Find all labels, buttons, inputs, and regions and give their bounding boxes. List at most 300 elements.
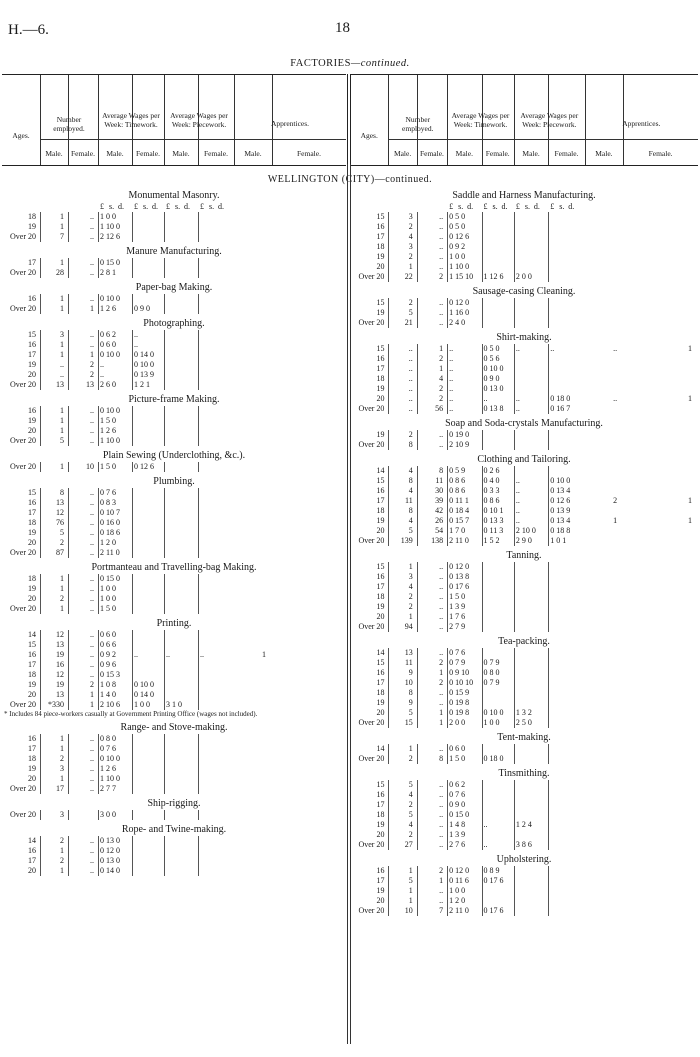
age-cell: Over 20 [10, 436, 36, 445]
wage-cell: 1 2 6 [100, 426, 116, 435]
count-cell: 8 [408, 440, 413, 449]
wage-cell: 0 5 9 [449, 466, 466, 475]
age-cell: Over 20 [358, 272, 385, 281]
row-grid-line [98, 212, 99, 242]
table-row [2, 660, 346, 670]
table-row [350, 466, 698, 476]
count-cell: .. [90, 630, 94, 639]
row-grid-line [482, 298, 483, 328]
row-grid-line [40, 212, 41, 242]
table-row [350, 840, 698, 850]
apprentice-cell: 1 [687, 344, 692, 353]
age-cell: 16 [376, 790, 385, 799]
industry-section [2, 614, 346, 718]
header-hline [388, 139, 698, 140]
industry-section [2, 278, 346, 314]
row-grid-line [514, 466, 515, 546]
count-cell: 2 [60, 538, 64, 547]
age-cell: 18 [28, 670, 36, 679]
count-cell: 2 [439, 678, 444, 687]
row-grid-line [98, 734, 99, 794]
table-row [2, 774, 346, 784]
section-rows [2, 630, 346, 710]
currency-unit: d. [184, 202, 190, 211]
row-grid-line [198, 734, 199, 794]
count-cell: 11 [405, 658, 413, 667]
row-grid-line [68, 836, 69, 876]
header-male: Male. [244, 149, 262, 158]
wage-cell: 2 7 9 [449, 622, 466, 631]
row-grid-line [514, 430, 515, 450]
wage-cell: 0 6 0 [100, 340, 116, 349]
row-grid-line [98, 330, 99, 390]
section-rows [2, 810, 346, 820]
row-grid-line [548, 866, 549, 916]
age-cell: 18 [28, 574, 36, 583]
table-row [350, 486, 698, 496]
age-cell: 18 [376, 810, 385, 819]
section-rows [2, 212, 346, 242]
count-cell: .. [90, 744, 94, 753]
section-rows [2, 258, 346, 278]
row-grid-line [388, 466, 389, 546]
wage-cell: 0 5 0 [449, 222, 466, 231]
wage-cell: 0 9 2 [449, 242, 466, 251]
industry-section [350, 632, 698, 728]
count-cell: 13 [404, 648, 413, 657]
table-row [2, 630, 346, 640]
age-cell: 20 [376, 896, 385, 905]
row-grid-line [68, 258, 69, 278]
row-grid-line [447, 744, 448, 764]
table-row [350, 394, 698, 404]
section-rows [350, 344, 698, 414]
header-ages: Ages. [360, 131, 378, 140]
currency-unit: d. [533, 202, 540, 211]
industry-title: Soap and Soda-crystals Manufacturing. [445, 418, 603, 429]
count-cell: 1 [439, 364, 444, 373]
count-cell: .. [90, 212, 94, 221]
count-cell: 13 [86, 380, 94, 389]
wage-cell: 0 6 6 [100, 640, 116, 649]
wage-cell: 0 8 9 [483, 866, 500, 875]
wage-cell: 0 11 3 [483, 526, 504, 535]
row-grid-line [164, 630, 165, 710]
header-average-piecework: Average Wages per Week: Piecework. [520, 111, 579, 129]
row-grid-line [514, 744, 515, 764]
count-cell: 17 [56, 784, 64, 793]
wage-cell: 2 10 6 [100, 700, 120, 709]
age-cell: 17 [28, 856, 36, 865]
header-male: Male. [393, 149, 412, 158]
row-grid-line [198, 212, 199, 242]
count-cell: .. [90, 604, 94, 613]
age-cell: Over 20 [10, 304, 36, 313]
wage-cell: 0 7 6 [449, 648, 466, 657]
row-grid-line [132, 406, 133, 446]
age-cell: Over 20 [358, 318, 385, 327]
row-grid-line [417, 866, 418, 916]
row-grid-line [164, 294, 165, 314]
count-cell: 4 [408, 790, 413, 799]
wage-cell: 0 18 8 [550, 526, 571, 535]
count-cell: .. [439, 430, 444, 439]
count-cell: .. [90, 670, 94, 679]
currency-unit: d. [118, 202, 124, 211]
row-grid-line [548, 430, 549, 450]
wage-cell: 0 7 9 [483, 678, 500, 687]
count-cell: 3 [60, 810, 64, 819]
table-row [350, 886, 698, 896]
table-row [350, 744, 698, 754]
count-cell: 13 [56, 690, 64, 699]
count-cell: 1 [90, 690, 94, 699]
count-cell: 19 [56, 650, 64, 659]
table-row [350, 602, 698, 612]
age-cell: 15 [28, 330, 36, 339]
wage-cell: 0 15 0 [449, 810, 470, 819]
row-grid-line [40, 734, 41, 794]
age-cell: 15 [376, 212, 385, 221]
count-cell: 2 [439, 394, 444, 403]
count-cell: 1 [90, 350, 94, 359]
industry-title: Upholstering. [496, 854, 552, 865]
count-cell: 1 [60, 212, 64, 221]
table-row [350, 242, 698, 252]
age-cell: 18 [28, 754, 36, 763]
age-cell: 20 [28, 866, 36, 875]
wage-cell: .. [515, 516, 520, 525]
table-row [2, 436, 346, 446]
industry-section [350, 764, 698, 850]
count-cell: .. [90, 294, 94, 303]
wage-cell: 0 12 6 [449, 232, 470, 241]
header-number-employed: Number employed. [402, 115, 434, 133]
wage-cell: 1 2 0 [449, 896, 466, 905]
row-grid-line [482, 866, 483, 916]
row-grid-line [417, 430, 418, 450]
wage-cell: 0 19 8 [449, 698, 470, 707]
age-cell: 18 [28, 518, 36, 527]
row-grid-line [417, 744, 418, 764]
count-cell: 1 [60, 304, 64, 313]
table-row [2, 232, 346, 242]
wage-cell: 2 11 0 [449, 906, 469, 915]
table-row [2, 604, 346, 614]
wage-cell: 0 13 3 [483, 516, 504, 525]
row-grid-line [388, 212, 389, 282]
count-cell: 3 [60, 330, 64, 339]
row-grid-line [417, 298, 418, 328]
table-row [2, 370, 346, 380]
count-cell: 11 [405, 496, 413, 505]
row-grid-line [447, 466, 448, 546]
count-cell: .. [90, 836, 94, 845]
wage-cell: .. [100, 370, 104, 379]
currency-unit: d. [568, 202, 575, 211]
count-cell: 1 [60, 584, 64, 593]
table-row [350, 582, 698, 592]
count-cell: 10 [404, 678, 413, 687]
wage-cell: 1 7 6 [449, 612, 466, 621]
wage-cell: 0 18 6 [100, 528, 120, 537]
age-cell: 16 [376, 354, 385, 363]
count-cell: .. [60, 360, 64, 369]
table-row [350, 298, 698, 308]
table-row [2, 268, 346, 278]
wage-cell: .. [515, 394, 520, 403]
row-grid-line [164, 406, 165, 446]
industry-section [2, 820, 346, 876]
wage-cell: 0 18 4 [449, 506, 470, 515]
age-cell: 18 [376, 506, 385, 515]
age-cell: 20 [376, 708, 385, 717]
wage-cell: 2 4 0 [449, 318, 466, 327]
wage-cell: 0 18 0 [483, 754, 504, 763]
count-cell: .. [90, 330, 94, 339]
table-row [350, 440, 698, 450]
count-cell: 2 [90, 680, 94, 689]
count-cell: .. [408, 404, 413, 413]
count-cell: 2 [60, 594, 64, 603]
row-grid-line [98, 836, 99, 876]
header-male: Male. [45, 149, 63, 158]
wage-cell: 0 10 0 [100, 406, 120, 415]
table-row [350, 780, 698, 790]
wage-cell: 0 10 0 [100, 754, 120, 763]
count-cell: 4 [408, 516, 413, 525]
count-cell: 21 [404, 318, 413, 327]
count-cell: 1 [60, 774, 64, 783]
industry-section [350, 414, 698, 450]
row-grid-line [68, 630, 69, 710]
count-cell: 2 [439, 658, 444, 667]
wage-cell: 0 16 7 [550, 404, 571, 413]
count-cell: 2 [439, 866, 444, 875]
count-cell: .. [90, 538, 94, 547]
table-row [350, 688, 698, 698]
row-grid-line [417, 344, 418, 414]
wage-cell: 0 10 0 [100, 294, 120, 303]
wage-cell: 0 13 4 [550, 516, 571, 525]
count-cell: 1 [90, 700, 94, 709]
wage-cell: 0 5 0 [449, 212, 466, 221]
table-row [350, 272, 698, 282]
wage-cell: 1 3 9 [449, 602, 466, 611]
industry-title: Tanning. [506, 550, 542, 561]
count-cell: 27 [404, 840, 413, 849]
count-cell: .. [90, 518, 94, 527]
count-cell: 2 [90, 360, 94, 369]
wage-cell: 0 12 0 [449, 866, 470, 875]
row-grid-line [40, 836, 41, 876]
wage-cell: 1 10 0 [449, 262, 470, 271]
wage-cell: 1 0 1 [550, 536, 567, 545]
count-cell: 4 [408, 486, 413, 495]
row-grid-line [388, 648, 389, 728]
row-grid-line [482, 212, 483, 282]
header-male: Male. [522, 149, 540, 158]
row-grid-line [164, 462, 165, 472]
row-grid-line [482, 744, 483, 764]
count-cell: *330 [48, 700, 64, 709]
count-cell: 1 [60, 258, 64, 267]
table-row [2, 866, 346, 876]
row-grid-line [447, 344, 448, 414]
count-cell: .. [439, 440, 444, 449]
wage-cell: 1 5 0 [100, 416, 116, 425]
count-cell: 5 [60, 436, 64, 445]
age-cell: 19 [376, 516, 385, 525]
wage-cell: .. [550, 344, 555, 353]
count-cell: .. [90, 764, 94, 773]
age-cell: Over 20 [358, 906, 385, 915]
count-cell: 1 [439, 718, 444, 727]
header-female: Female. [204, 149, 228, 158]
count-cell: 12 [56, 670, 64, 679]
table-row [350, 658, 698, 668]
table-row [2, 340, 346, 350]
count-cell: .. [90, 436, 94, 445]
count-cell: .. [90, 258, 94, 267]
count-cell: 10 [86, 462, 94, 471]
table-row [2, 508, 346, 518]
wage-cell: 0 9 0 [483, 374, 500, 383]
table-row [2, 518, 346, 528]
row-grid-line [68, 734, 69, 794]
age-cell: 19 [28, 680, 36, 689]
table-row [350, 496, 698, 506]
table-row [350, 906, 698, 916]
wage-cell: .. [134, 340, 138, 349]
table-row [2, 680, 346, 690]
count-cell: .. [90, 548, 94, 557]
row-grid-line [68, 294, 69, 314]
row-grid-line [447, 780, 448, 850]
wage-cell: 0 12 6 [550, 496, 571, 505]
table-row [350, 526, 698, 536]
count-cell: .. [408, 394, 413, 403]
row-grid-line [40, 294, 41, 314]
table-row [350, 476, 698, 486]
wage-cell: 1 0 0 [100, 584, 116, 593]
count-cell: .. [439, 298, 444, 307]
wage-cell: 1 15 10 [449, 272, 474, 281]
age-cell: 19 [28, 222, 36, 231]
wage-cell: 0 16 0 [100, 518, 120, 527]
apprentice-cell: .. [613, 344, 618, 353]
count-cell: 19 [56, 680, 64, 689]
row-grid-line [98, 406, 99, 446]
count-cell: .. [90, 846, 94, 855]
wage-cell: .. [166, 650, 170, 659]
age-cell: 15 [376, 298, 385, 307]
count-cell: .. [90, 528, 94, 537]
count-cell: .. [90, 488, 94, 497]
row-grid-line [388, 866, 389, 916]
table-row [350, 222, 698, 232]
row-grid-line [98, 630, 99, 710]
count-cell: .. [90, 866, 94, 875]
wage-cell: 1 4 0 [100, 690, 116, 699]
count-cell: 94 [404, 622, 413, 631]
page-title [0, 58, 700, 69]
industry-title: Range- and Stove-making. [120, 722, 228, 733]
table-row [350, 790, 698, 800]
table-row [350, 718, 698, 728]
wage-cell: 1 5 0 [100, 604, 116, 613]
wage-cell: 0 6 0 [100, 630, 116, 639]
wage-cell: 2 6 0 [100, 380, 116, 389]
count-cell: 28 [56, 268, 64, 277]
age-cell: Over 20 [10, 784, 36, 793]
row-grid-line [164, 258, 165, 278]
header-ages: Ages. [12, 131, 30, 140]
wage-cell: 0 13 4 [550, 486, 571, 495]
count-cell: 8 [408, 688, 413, 697]
table-row [2, 784, 346, 794]
apprentice-cell: 1 [687, 496, 692, 505]
wage-cell: 0 9 10 [449, 668, 470, 677]
age-cell: Over 20 [358, 840, 385, 849]
wage-cell: 2 7 6 [449, 840, 466, 849]
table-row [2, 498, 346, 508]
count-cell: .. [90, 268, 94, 277]
count-cell: 7 [60, 232, 64, 241]
age-cell: 18 [376, 374, 385, 383]
age-cell: 19 [376, 252, 385, 261]
age-cell: 14 [376, 744, 385, 753]
row-grid-line [482, 780, 483, 850]
count-cell: .. [439, 592, 444, 601]
table-row [350, 430, 698, 440]
count-cell: 5 [408, 780, 413, 789]
age-cell: 17 [376, 582, 385, 591]
count-cell: 5 [408, 308, 413, 317]
wage-cell: 2 12 6 [100, 232, 120, 241]
count-cell: 2 [439, 272, 444, 281]
age-cell: 17 [376, 496, 385, 505]
count-cell: .. [408, 384, 413, 393]
table-row [2, 330, 346, 340]
wage-cell: 0 8 0 [100, 734, 116, 743]
wage-cell: 0 12 6 [134, 462, 154, 471]
row-grid-line [132, 630, 133, 710]
table-row [2, 670, 346, 680]
table-row [350, 318, 698, 328]
wage-cell: .. [515, 506, 520, 515]
count-cell: .. [439, 232, 444, 241]
wage-cell: .. [449, 344, 454, 353]
row-grid-line [164, 574, 165, 614]
apprentice-cell: .. [613, 394, 618, 403]
title-text: FACTORIES [290, 58, 351, 69]
age-cell: Over 20 [10, 810, 36, 819]
table-row [2, 350, 346, 360]
count-cell: .. [439, 252, 444, 261]
wage-cell: 0 4 0 [483, 476, 500, 485]
industry-title: Sausage-casing Cleaning. [472, 286, 576, 297]
wage-cell: 0 7 6 [100, 488, 116, 497]
count-cell: 1 [60, 866, 64, 875]
count-cell: .. [90, 774, 94, 783]
apprentice-cell: 1 [613, 516, 618, 525]
count-cell: .. [90, 232, 94, 241]
row-grid-line [548, 780, 549, 850]
count-cell: .. [90, 508, 94, 517]
left-column [2, 186, 346, 876]
row-grid-line [548, 744, 549, 764]
